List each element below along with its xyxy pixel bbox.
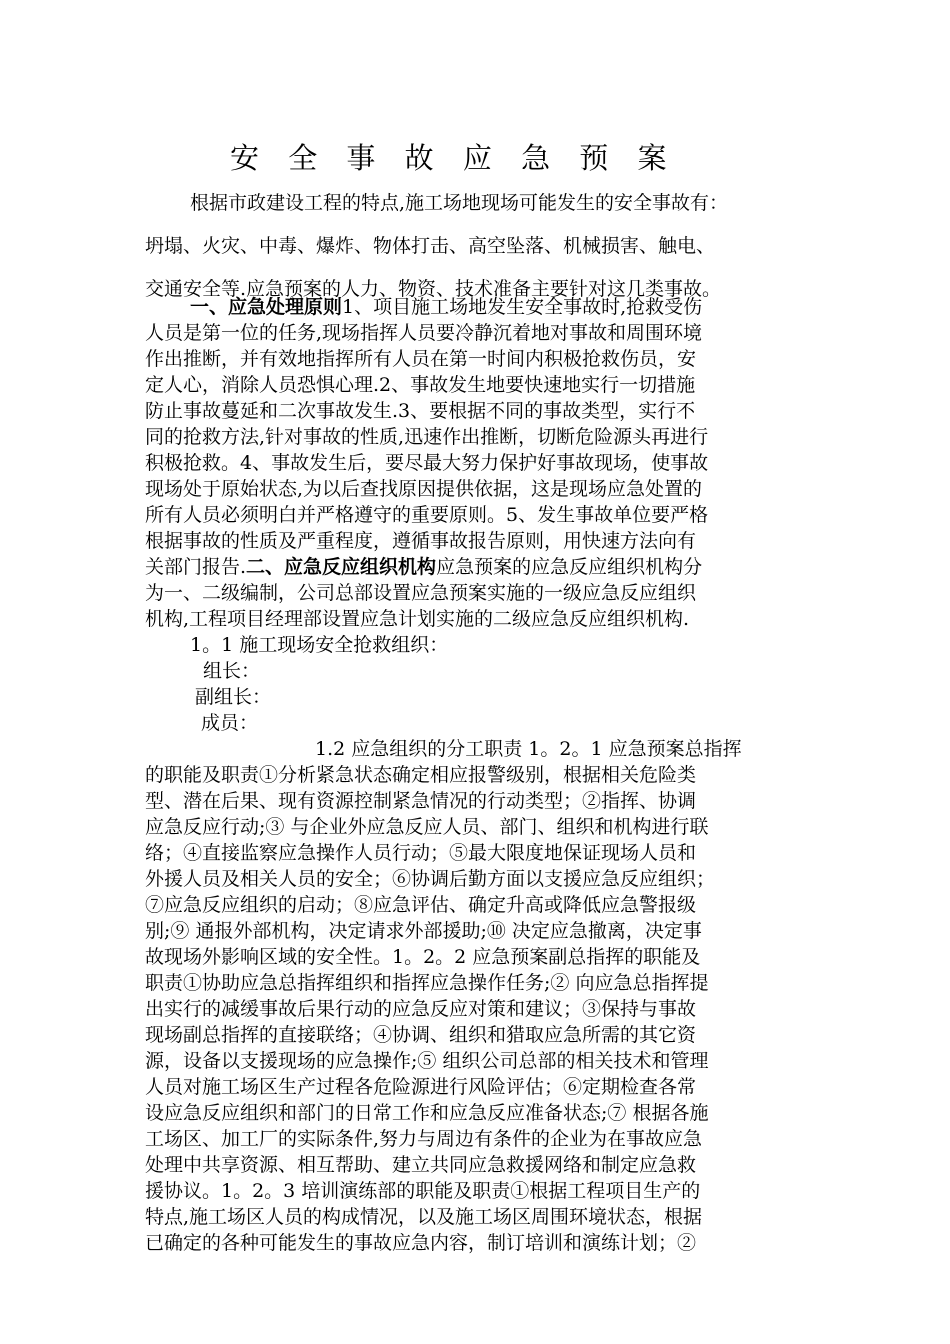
intro-line: 根据市政建设工程的特点,施工场地现场可能发生的安全事故有： bbox=[190, 192, 729, 214]
intro-line: 交通安全等.应急预案的人力、物资、技术准备主要针对这几类事故。 bbox=[145, 278, 722, 300]
section1-line: 防止事故蔓延和二次事故发生.3、要根据不同的事故类型，实行不 bbox=[145, 400, 696, 422]
section3-line: 别;⑨ 通报外部机构，决定请求外部援助;⑩ 决定应急撤离，决定事 bbox=[145, 920, 702, 942]
document-title: 安 全 事 故 应 急 预 案 bbox=[230, 141, 677, 175]
role-deputy-leader: 副组长： bbox=[195, 686, 272, 708]
section1-line: 作出推断，并有效地指挥所有人员在第一时间内积极抢救伤员，安 bbox=[145, 348, 697, 370]
section3-line: 特点,施工场区人员的构成情况，以及施工场区周围环境状态，根据 bbox=[145, 1206, 703, 1228]
section3-line: 源，设备以支援现场的应急操作;⑤ 组织公司总部的相关技术和管理 bbox=[145, 1050, 709, 1072]
section1-line: 人员是第一位的任务,现场指挥人员要冷静沉着地对事故和周围环境 bbox=[145, 322, 703, 344]
section1-line: 现场处于原始状态,为以后查找原因提供依据，这是现场应急处置的 bbox=[145, 478, 703, 500]
section3-line: 外援人员及相关人员的安全；⑥协调后勤方面以支援应急反应组织； bbox=[145, 868, 716, 890]
role-leader: 组长： bbox=[203, 660, 261, 682]
section3-line: 出实行的减缓事故后果行动的应急反应对策和建议；③保持与事故 bbox=[145, 998, 697, 1020]
section3-line: 人员对施工场区生产过程各危险源进行风险评估；⑥定期检查各常 bbox=[145, 1076, 697, 1098]
section3-line: 工场区、加工厂的实际条件,努力与周边有条件的企业为在事故应急 bbox=[145, 1128, 703, 1150]
section3-line: 职责①协助应急总指挥组织和指挥应急操作任务;② 向应急总指挥提 bbox=[145, 972, 709, 994]
section3-line: 络；④直接监察应急操作人员行动；⑤最大限度地保证现场人员和 bbox=[145, 842, 697, 864]
body-text bbox=[145, 294, 835, 1256]
section2-first-line bbox=[145, 554, 835, 580]
section1-heading: 一、应急处理原则 bbox=[190, 296, 343, 318]
intro-paragraph bbox=[145, 182, 835, 311]
section2-heading: 二、应急反应组织机构 bbox=[246, 556, 437, 578]
section3-line: 故现场外影响区域的安全性。1。2。2 应急预案副总指挥的职能及 bbox=[145, 946, 701, 968]
section1-line: 定人心，消除人员恐惧心理.2、事故发生地要快速地实行一切措施 bbox=[145, 374, 696, 396]
section3-line: 援协议。1。2。3 培训演练部的职能及职责①根据工程项目生产的 bbox=[145, 1180, 701, 1202]
section1-line: 根据事故的性质及严重程度，遵循事故报告原则，用快速方法向有 bbox=[145, 530, 697, 552]
section1-line: 所有人员必须明白并严格遵守的重要原则。5、发生事故单位要严格 bbox=[145, 504, 709, 526]
section1-line: 积极抢救。4、事故发生后，要尽最大努力保护好事故现场，使事故 bbox=[145, 452, 709, 474]
role-members: 成员： bbox=[201, 712, 259, 734]
section2-first-line-text: 应急预案的应急反应组织机构分 bbox=[436, 556, 703, 578]
section2-lead: 关部门报告. bbox=[145, 556, 247, 578]
section3-line: 设应急反应组织和部门的日常工作和应急反应准备状态;⑦ 根据各施 bbox=[145, 1102, 709, 1124]
sub-heading: 1。1 施工现场安全抢救组织： bbox=[190, 634, 449, 656]
section3-line: 已确定的各种可能发生的事故应急内容，制订培训和演练计划；② bbox=[145, 1232, 697, 1254]
section1-line: 同的抢救方法,针对事故的性质,迅速作出推断，切断危险源头再进行 bbox=[145, 426, 709, 448]
section1-first-line-text: 1、项目施工场地发生安全事故时,抢救受伤 bbox=[342, 296, 703, 318]
section3-first-line: 1.2 应急组织的分工职责 1。2。1 应急预案总指挥 bbox=[315, 738, 742, 760]
intro-line: 坍塌、火灾、中毒、爆炸、物体打击、高空坠落、机械损害、触电、 bbox=[145, 235, 716, 257]
section3-line: 现场副总指挥的直接联络；④协调、组织和猎取应急所需的其它资 bbox=[145, 1024, 697, 1046]
section2-line: 为一、二级编制，公司总部设置应急预案实施的一级应急反应组织 bbox=[145, 582, 697, 604]
section1-first-line bbox=[145, 294, 835, 320]
section2-line: 机构,工程项目经理部设置应急计划实施的二级应急反应组织机构. bbox=[145, 608, 690, 630]
section3-line: 处理中共享资源、相互帮助、建立共同应急救援网络和制定应急救 bbox=[145, 1154, 697, 1176]
section3-line: 的职能及职责①分析紧急状态确定相应报警级别，根据相关危险类 bbox=[145, 764, 697, 786]
section3-line: 型、潜在后果、现有资源控制紧急情况的行动类型；②指挥、协调 bbox=[145, 790, 697, 812]
section3-line: 应急反应行动;③ 与企业外应急反应人员、部门、组织和机构进行联 bbox=[145, 816, 709, 838]
section3-line: ⑦应急反应组织的启动；⑧应急评估、确定升高或降低应急警报级 bbox=[145, 894, 697, 916]
